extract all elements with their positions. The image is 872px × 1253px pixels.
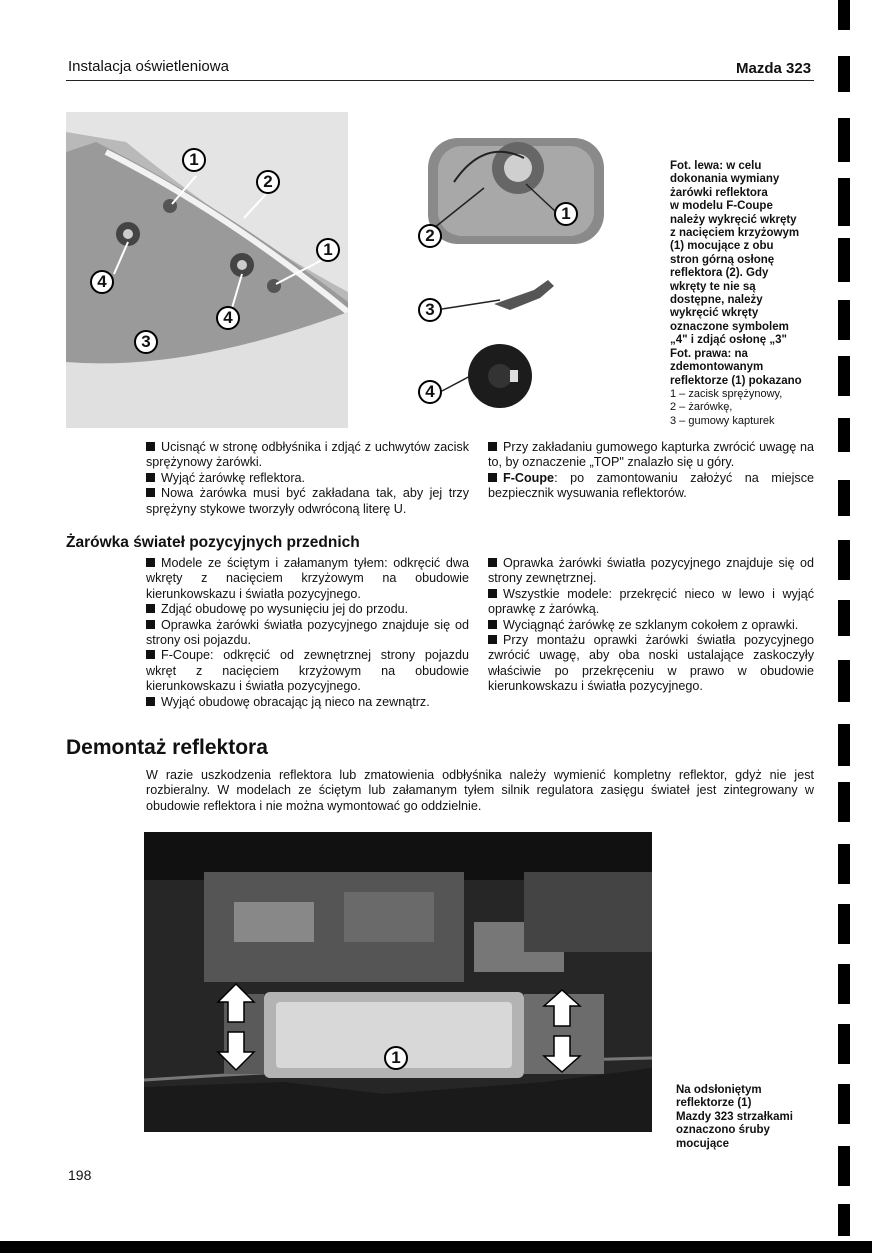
photo-headlight-cover: [66, 112, 348, 428]
photo-headlight-installed: [144, 832, 652, 1132]
bullet-square-icon: [146, 473, 155, 482]
bullet-paragraph: Wszystkie modele: przekręcić nieco w lewo i wyjąć oprawkę z żarówką.: [488, 586, 814, 617]
bullet-square-icon: [488, 589, 497, 598]
callout-4-left: 4: [90, 270, 114, 294]
bullet-square-icon: [488, 558, 497, 567]
legend-item: 3 – gumowy kapturek: [670, 414, 775, 427]
caption-line: zdemontowanym: [670, 361, 764, 374]
caption-line: oznaczono śruby: [676, 1124, 770, 1137]
edge-index-marks: [838, 0, 852, 1253]
section3-paragraph: W razie uszkodzenia reflektora lub zmatowienia odbłyśnika należy wymienić kompletny reflektor, gdyż nie jest rozbieralny. W modelach ze ściętym lub załamanym tyłem silnik regulatora zasięgu świateł jest zintegrowany w obudowie reflektora i nie można wymontować go oddzielnie.: [146, 768, 814, 813]
caption-line: dokonania wymiany: [670, 173, 780, 186]
callout-1-right: 1: [316, 238, 340, 262]
bullet-square-icon: [146, 604, 155, 613]
bullet-paragraph: Nowa żarówka musi być zakładana tak, aby jej trzy sprężyny stykowe tworzyły odwróconą literę U.: [146, 486, 469, 516]
section2-right-column: [488, 556, 814, 695]
caption-line: reflektorze (1) pokazano: [670, 374, 802, 387]
bullet-paragraph: Wyjąć obudowę obracając ją nieco na zewnątrz.: [146, 695, 469, 710]
bullet-square-icon: [146, 650, 155, 659]
section2-heading: Żarówka świateł pozycyjnych przednich: [66, 534, 360, 551]
bullet-paragraph: Przy zakładaniu gumowego kapturka zwrócić uwagę na to, by oznaczenie „TOP" znalazło się u góry.: [488, 440, 814, 470]
caption-line: reflektora (2). Gdy: [670, 267, 769, 280]
legend-item: 2 – żarówkę,: [670, 401, 733, 414]
caption-line: wkręty te nie są: [670, 280, 756, 293]
caption-line: należy wykręcić wkręty: [670, 213, 797, 226]
caption-line: (1) mocujące z obu: [670, 240, 774, 253]
bullet-paragraph: F-Coupe: odkręcić od zewnętrznej strony pojazdu wkręt z nacięciem krzyżowym na obudowie kierunkowskazu i światła pozycyjnego.: [146, 648, 469, 694]
bullet-square-icon: [146, 620, 155, 629]
caption-bottom: [676, 1084, 816, 1151]
caption-line: stron górną osłonę: [670, 253, 775, 266]
bullet-square-icon: [488, 442, 497, 451]
caption-line: mocujące: [676, 1137, 730, 1150]
photo-headlight-parts: [414, 128, 610, 428]
callout-2: 2: [256, 170, 280, 194]
page-number: 198: [68, 1167, 92, 1183]
callout-3-parts: 3: [418, 298, 442, 322]
callout-2-parts: 2: [418, 224, 442, 248]
bullet-square-icon: [146, 488, 155, 497]
bullet-paragraph: Zdjąć obudowę po wysunięciu jej do przodu.: [146, 602, 469, 617]
bullet-paragraph: Wyjąć żarówkę reflektora.: [146, 471, 469, 486]
bullet-paragraph: Oprawka żarówki światła pozycyjnego znajduje się od strony zewnętrznej.: [488, 556, 814, 586]
callout-1-parts: 1: [554, 202, 578, 226]
bullet-paragraph: F-Coupe: po zamontowaniu założyć na miejsce bezpiecznik wysuwania reflektorów.: [488, 470, 814, 501]
bullet-paragraph: Ucisnąć w stronę odbłyśnika i zdjąć z uchwytów zacisk sprężynowy żarówki.: [146, 440, 469, 470]
caption-line: żarówki reflektora: [670, 186, 768, 199]
caption-line: Mazdy 323 strzałkami: [676, 1110, 793, 1123]
bottom-scan-bar: [0, 1241, 872, 1253]
caption-line: „4" i zdjąć osłonę „3": [670, 334, 787, 347]
bullet-paragraph: Modele ze ściętym i załamanym tyłem: odkręcić dwa wkręty z nacięciem krzyżowym na obudowie kierunkowskazu i światła pozycyjnego.: [146, 556, 469, 601]
caption-line: Fot. lewa: w celu: [670, 160, 762, 172]
running-header-section: Instalacja oświetleniowa: [68, 58, 229, 75]
caption-line: Na odsłoniętym: [676, 1084, 762, 1096]
caption-line: dostępne, należy: [670, 294, 763, 307]
caption-line: reflektorze (1): [676, 1097, 752, 1110]
caption-line: Fot. prawa: na: [670, 347, 748, 360]
caption-line: w modelu F-Coupe: [670, 200, 773, 213]
callout-4-center: 4: [216, 306, 240, 330]
section2-left-column: [146, 556, 469, 710]
section1-right-column: [488, 440, 814, 502]
caption-top: [670, 160, 820, 428]
section1-left-column: [146, 440, 469, 517]
bullet-paragraph: Wyciągnąć żarówkę ze szklanym cokołem z oprawki.: [488, 618, 814, 633]
section3-heading: Demontaż reflektora: [66, 736, 268, 759]
bullet-paragraph: Oprawka żarówki światła pozycyjnego znajduje się od strony osi pojazdu.: [146, 617, 469, 648]
callout-1-upper: 1: [182, 148, 206, 172]
legend-item: 1 – zacisk sprężynowy,: [670, 387, 783, 400]
bullet-square-icon: [146, 697, 155, 706]
bullet-square-icon: [488, 635, 497, 644]
bullet-square-icon: [488, 620, 497, 629]
bullet-square-icon: [488, 473, 497, 482]
bullet-square-icon: [146, 558, 155, 567]
bullet-square-icon: [146, 442, 155, 451]
caption-line: oznaczone symbolem: [670, 320, 789, 333]
running-header-model: Mazda 323: [736, 60, 812, 77]
caption-line: wykręcić wkręty: [670, 307, 759, 320]
caption-line: z nacięciem krzyżowym: [670, 227, 800, 240]
callout-4-parts: 4: [418, 380, 442, 404]
callout-3: 3: [134, 330, 158, 354]
header-rule: [66, 80, 814, 81]
bullet-paragraph: Przy montażu oprawki żarówki światła pozycyjnego zwrócić uwagę, aby oba noski ustalające zaskoczyły właściwie po przekręceniu w prawo w obudowie kierunkowskazu i światła pozycyjnego.: [488, 633, 814, 694]
callout-1-headlight: 1: [384, 1046, 408, 1070]
